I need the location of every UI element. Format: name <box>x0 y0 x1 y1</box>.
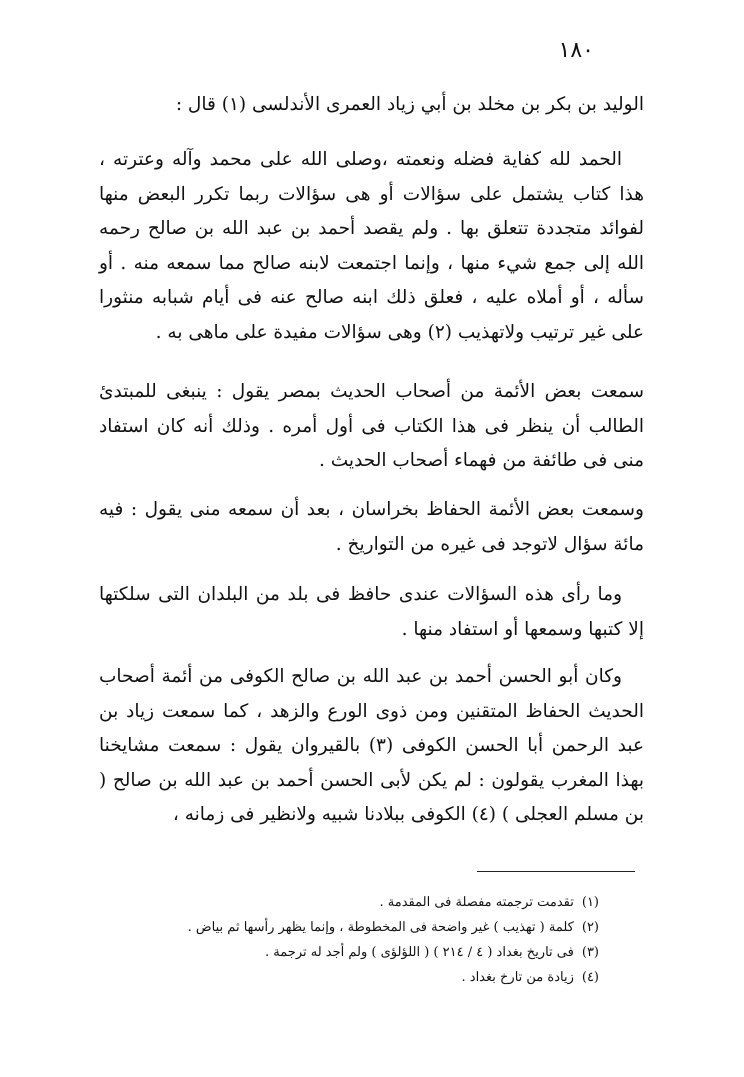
footnote-number: (٣) <box>581 945 599 960</box>
paragraph-text: وما رأى هذه السؤالات عندى حافظ فى بلد من البلدان التى سلكتها إلا كتبها وسمعها أو استفاد منها . <box>99 584 644 640</box>
footnote-4 <box>139 965 599 990</box>
footnote-number: (٤) <box>581 970 599 985</box>
body-paragraph-2 <box>99 143 644 350</box>
footnote-2 <box>139 915 599 940</box>
footnote-text: زيادة من تارخ بغداد . <box>461 970 574 985</box>
body-paragraph-5 <box>99 578 644 647</box>
paragraph-text: وسمعت بعض الأئمة الحفاظ بخراسان ، بعد أن سمعه منى يقول : فيه مائة سؤال لاتوجد فى غيره من التواريخ . <box>99 499 644 555</box>
paragraph-text: الحمد لله كفاية فضله ونعمته ،وصلى الله على محمد وآله وعترته ، هذا كتاب يشتمل على سؤالات أو هى سؤالات ربما تكرر البعض منها لفوائد متجددة تتعلق بها . ولم يقصد أحمد بن عبد الله بن صالح رحمه الله إلى جمع شيء منها ، وإنما اجتمعت لابنه صالح مما سمعه منه . أو سأله ، أو أملاه عليه ، فعلق ذلك ابنه صالح عنه فى أيام شبابه منثورا على غير ترتيب ولاتهذيب (٢) وهى سؤالات مفيدة على ماهى به . <box>99 149 644 343</box>
paragraph-text: الوليد بن بكر بن مخلد بن أبي زياد العمرى الأندلسى (١) قال : <box>175 94 644 115</box>
footnote-3 <box>139 940 599 965</box>
body-paragraph-6 <box>99 660 644 833</box>
footnote-text: كلمة ( تهذيب ) غير واضحة فى المخطوطة ، وإنما يظهر رأسها ثم بياض . <box>187 920 574 935</box>
body-paragraph-1 <box>99 88 644 123</box>
footnote-number: (٢) <box>581 920 599 935</box>
footnotes <box>139 890 599 990</box>
footnote-text: تقدمت ترجمته مفصلة فى المقدمة . <box>379 895 574 910</box>
body-paragraph-4 <box>99 493 644 562</box>
paragraph-text: وكان أبو الحسن أحمد بن عبد الله بن صالح الكوفى من أئمة أصحاب الحديث الحفاظ المتقنين ومن ذوى الورع والزهد ، كما سمعت زياد بن عبد الرحمن أبا الحسن الكوفى (٣) بالقيروان يقول : سمعت مشايخنا بهذا المغرب يقولون : لم يكن لأبى الحسن أحمد بن عبد الله بن صالح ( بن مسلم العجلى ) (٤) الكوفى ببلادنا شبيه ولانظير فى زمانه ، <box>99 666 644 825</box>
paragraph-text: سمعت بعض الأئمة من أصحاب الحديث بمصر يقول : ينبغى للمبتدئ الطالب أن ينظر فى هذا الكتاب فى أول أمره . وذلك أنه كان استفاد منى فى طائفة من فهماء أصحاب الحديث . <box>99 381 644 471</box>
footnote-1 <box>139 890 599 915</box>
footnote-text: فى تاريخ بغداد ( ٤ / ٢١٤ ) ( اللؤلؤى ) ولم أجد له ترجمة . <box>265 945 574 960</box>
footnote-divider <box>477 871 635 872</box>
body-paragraph-3 <box>99 375 644 479</box>
footnote-number: (١) <box>581 895 599 910</box>
page-number: ١٨٠ <box>558 38 594 63</box>
